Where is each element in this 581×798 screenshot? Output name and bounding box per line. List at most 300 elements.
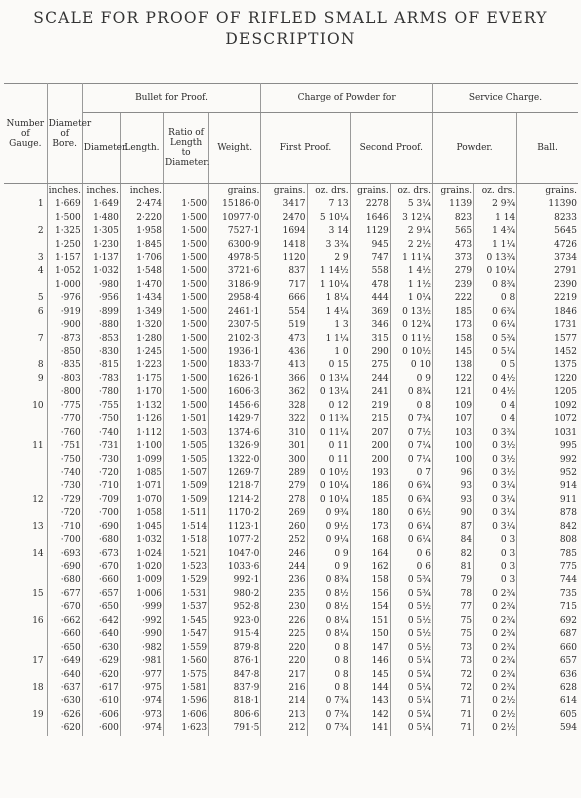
cell-bullet-diameter: ·720 [82, 467, 120, 480]
cell-ball-grains: 1092 [554, 400, 577, 411]
cell-powder-ozdrs: 0 2¾ [474, 588, 517, 601]
cell-first-proof-ozdrs: 0 8½ [307, 601, 350, 614]
cell-first-proof-ozdrs: 7 13 [307, 198, 350, 211]
cell-powder-ozdrs: 0 3 [474, 534, 517, 547]
cell-bullet-length: 1·958 [120, 225, 163, 238]
cell-gauge: 14 [4, 547, 47, 560]
cell-bullet-length: 1·548 [120, 265, 163, 278]
cell-second-proof-ozdrs: 0 12¾ [390, 319, 432, 332]
cell-gauge: 16 [4, 615, 47, 628]
cell-gauge: 10 [4, 400, 47, 413]
cell-bore: 1·157 [47, 252, 82, 265]
cell-bullet-diameter: 1·305 [82, 225, 120, 238]
cell-first-proof-ozdrs: 0 10¼ [307, 480, 350, 493]
table-row [4, 265, 578, 278]
cell-bullet-length: 1·175 [120, 373, 163, 386]
cell-first-proof-ozdrs: 0 9 [307, 561, 350, 574]
cell-bore: ·740 [47, 467, 82, 480]
cell-bore: ·751 [47, 440, 82, 453]
header-charge-group: Charge of Powder for [261, 84, 433, 113]
cell-weight: 923·0 [209, 615, 261, 628]
cell-first-proof-grains: 436 [261, 346, 307, 359]
table-row [4, 722, 578, 735]
cell-ball-grains: 2791 [554, 266, 577, 277]
cell-weight: 1123·1 [209, 521, 261, 534]
cell-first-proof-grains: 717 [261, 279, 307, 292]
header-ball: Ball. [517, 113, 578, 184]
cell-first-proof-grains: 225 [261, 628, 307, 641]
cell-second-proof-ozdrs: 0 13½ [390, 306, 432, 319]
header-powder: Powder. [432, 113, 516, 184]
cell-weight: 10977·0 [209, 211, 261, 224]
cell-ratio: 1·505 [164, 453, 209, 466]
cell-bore: ·693 [47, 547, 82, 560]
cell-powder-grains: 103 [432, 426, 473, 439]
cell-first-proof-ozdrs: 3 3¾ [307, 238, 350, 251]
cell-first-proof-ozdrs: 0 8¾ [307, 574, 350, 587]
cell-powder-ozdrs: 0 4 [474, 413, 517, 426]
cell-bore: ·720 [47, 507, 82, 520]
table-row [4, 628, 578, 641]
cell-ratio: 1·596 [164, 695, 209, 708]
cell-ball-grains: 1205 [554, 387, 577, 398]
table-row [4, 574, 578, 587]
cell-ball-grains: 952 [559, 467, 577, 478]
cell-second-proof-grains: 150 [350, 628, 390, 641]
cell-ball-grains: 808 [559, 535, 577, 546]
cell-ball-grains: 1375 [554, 360, 577, 371]
cell-second-proof-ozdrs: 0 5¼ [390, 695, 432, 708]
cell-ball-grains: 594 [559, 723, 577, 734]
table-row [4, 211, 578, 224]
cell-second-proof-ozdrs: 0 7¼ [390, 453, 432, 466]
cell-ratio: 1·500 [164, 319, 209, 332]
cell-second-proof-ozdrs: 0 5¼ [390, 682, 432, 695]
cell-second-proof-grains: 244 [350, 373, 390, 386]
cell-first-proof-ozdrs: 5 10¼ [307, 211, 350, 224]
cell-gauge: 11 [4, 440, 47, 453]
cell-second-proof-grains: 158 [350, 574, 390, 587]
cell-bullet-length: 1·100 [120, 440, 163, 453]
cell-ratio: 1·500 [164, 306, 209, 319]
cell-second-proof-ozdrs: 0 5½ [390, 615, 432, 628]
cell-powder-ozdrs: 0 3¾ [474, 426, 517, 439]
cell-powder-ozdrs: 2 9¾ [474, 198, 517, 211]
cell-bullet-length: 1·126 [120, 413, 163, 426]
cell-ball-grains: 2219 [554, 293, 577, 304]
unit-cell: inches. [47, 184, 82, 199]
cell-bore: 1·325 [47, 225, 82, 238]
cell-bullet-diameter: ·700 [82, 507, 120, 520]
cell-bullet-length: ·974 [120, 695, 163, 708]
cell-first-proof-grains: 260 [261, 521, 307, 534]
cell-second-proof-grains: 1129 [350, 225, 390, 238]
cell-powder-grains: 473 [432, 238, 473, 251]
cell-ratio: 1·531 [164, 588, 209, 601]
cell-powder-ozdrs: 0 5¼ [474, 346, 517, 359]
cell-gauge [4, 413, 47, 426]
cell-first-proof-grains: 366 [261, 373, 307, 386]
cell-ball-grains: 614 [559, 696, 577, 707]
cell-powder-ozdrs: 0 3½ [474, 467, 517, 480]
cell-weight: 1833·7 [209, 359, 261, 372]
cell-bullet-diameter: ·731 [82, 440, 120, 453]
cell-bore: ·800 [47, 386, 82, 399]
cell-powder-grains: 73 [432, 655, 473, 668]
cell-powder-ozdrs: 0 2½ [474, 722, 517, 735]
cell-bullet-diameter: ·606 [82, 709, 120, 722]
cell-first-proof-ozdrs: 0 8¼ [307, 615, 350, 628]
cell-first-proof-ozdrs: 1 14½ [307, 265, 350, 278]
cell-powder-ozdrs: 0 10¼ [474, 265, 517, 278]
cell-powder-grains: 75 [432, 628, 473, 641]
cell-first-proof-grains: 236 [261, 574, 307, 587]
cell-bore: ·630 [47, 695, 82, 708]
cell-bullet-diameter: ·620 [82, 668, 120, 681]
cell-first-proof-ozdrs: 0 11 [307, 440, 350, 453]
cell-powder-grains: 75 [432, 615, 473, 628]
table-row [4, 641, 578, 654]
cell-ratio: 1·529 [164, 574, 209, 587]
cell-weight: 980·2 [209, 588, 261, 601]
cell-gauge [4, 279, 47, 292]
cell-bore: ·662 [47, 615, 82, 628]
cell-first-proof-ozdrs: 0 8½ [307, 588, 350, 601]
cell-weight: 1322·0 [209, 453, 261, 466]
cell-ball-grains: 11390 [548, 199, 577, 210]
cell-bullet-diameter: ·670 [82, 561, 120, 574]
cell-bullet-length: 1·170 [120, 386, 163, 399]
cell-gauge: 5 [4, 292, 47, 305]
cell-ball-grains: 744 [559, 575, 577, 586]
cell-bore: ·976 [47, 292, 82, 305]
cell-second-proof-ozdrs: 0 6½ [390, 507, 432, 520]
cell-ratio: 1·514 [164, 521, 209, 534]
cell-weight: 2307·5 [209, 319, 261, 332]
cell-second-proof-grains: 193 [350, 467, 390, 480]
cell-bore: ·626 [47, 709, 82, 722]
cell-first-proof-ozdrs: 0 8 [307, 641, 350, 654]
cell-first-proof-ozdrs: 1 0 [307, 346, 350, 359]
title-line-1: SCALE FOR PROOF OF RIFLED SMALL ARMS OF EVERY [33, 9, 548, 27]
cell-ball-grains: 657 [559, 656, 577, 667]
cell-bore: ·680 [47, 574, 82, 587]
cell-first-proof-grains: 2470 [261, 211, 307, 224]
cell-gauge: 9 [4, 373, 47, 386]
cell-ball-grains: 992 [559, 454, 577, 465]
cell-gauge [4, 722, 47, 735]
cell-weight: 3186·9 [209, 279, 261, 292]
cell-bullet-diameter: ·956 [82, 292, 120, 305]
cell-bore: ·750 [47, 453, 82, 466]
cell-bullet-length: 1·706 [120, 252, 163, 265]
cell-gauge [4, 534, 47, 547]
cell-powder-ozdrs: 0 2¾ [474, 601, 517, 614]
table-row [4, 601, 578, 614]
cell-powder-ozdrs: 0 4½ [474, 373, 517, 386]
cell-powder-ozdrs: 0 5¾ [474, 332, 517, 345]
cell-powder-ozdrs: 0 4½ [474, 386, 517, 399]
cell-gauge [4, 453, 47, 466]
cell-first-proof-grains: 519 [261, 319, 307, 332]
cell-powder-ozdrs: 0 3 [474, 547, 517, 560]
cell-ball-grains: 715 [559, 602, 577, 613]
cell-powder-grains: 565 [432, 225, 473, 238]
proof-scale-table [4, 83, 578, 736]
cell-first-proof-grains: 252 [261, 534, 307, 547]
cell-second-proof-grains: 145 [350, 668, 390, 681]
cell-powder-grains: 1139 [432, 198, 473, 211]
cell-bullet-diameter: ·660 [82, 574, 120, 587]
cell-second-proof-grains: 143 [350, 695, 390, 708]
cell-powder-grains: 71 [432, 695, 473, 708]
header-bullet-group: Bullet for Proof. [82, 84, 261, 113]
table-row [4, 494, 578, 507]
table-row [4, 386, 578, 399]
cell-second-proof-grains: 146 [350, 655, 390, 668]
cell-bullet-length: 1·085 [120, 467, 163, 480]
cell-powder-ozdrs: 0 3¼ [474, 507, 517, 520]
unit-cell: inches. [120, 184, 163, 199]
header-bullet-diameter: Diameter. [82, 113, 120, 184]
cell-second-proof-ozdrs: 1 11¼ [390, 252, 432, 265]
table-row [4, 413, 578, 426]
table-row [4, 547, 578, 560]
cell-bore: ·660 [47, 628, 82, 641]
cell-ratio: 1·518 [164, 534, 209, 547]
cell-ratio: 1·509 [164, 480, 209, 493]
header-weight: Weight. [209, 113, 261, 184]
cell-ratio: 1·575 [164, 668, 209, 681]
cell-bullet-diameter: ·710 [82, 480, 120, 493]
cell-first-proof-grains: 1418 [261, 238, 307, 251]
cell-weight: 2461·1 [209, 306, 261, 319]
cell-bullet-length: ·992 [120, 615, 163, 628]
cell-ratio: 1·560 [164, 655, 209, 668]
cell-powder-ozdrs: 0 2½ [474, 695, 517, 708]
table-row [4, 521, 578, 534]
cell-gauge: 2 [4, 225, 47, 238]
cell-weight: 1214·2 [209, 494, 261, 507]
cell-bullet-length: 1·020 [120, 561, 163, 574]
cell-first-proof-ozdrs: 0 10¼ [307, 494, 350, 507]
table-row [4, 319, 578, 332]
cell-powder-grains: 93 [432, 480, 473, 493]
cell-bullet-length: 1·070 [120, 494, 163, 507]
cell-first-proof-ozdrs: 0 7¾ [307, 709, 350, 722]
cell-ratio: 1·500 [164, 252, 209, 265]
cell-bore: ·770 [47, 413, 82, 426]
cell-ratio: 1·547 [164, 628, 209, 641]
cell-bullet-diameter: ·740 [82, 426, 120, 439]
cell-second-proof-ozdrs: 0 5¼ [390, 722, 432, 735]
cell-bullet-diameter: 1·137 [82, 252, 120, 265]
cell-bullet-diameter: ·730 [82, 453, 120, 466]
cell-bullet-length: 1·434 [120, 292, 163, 305]
cell-first-proof-ozdrs: 1 4¼ [307, 306, 350, 319]
cell-bullet-length: 2·220 [120, 211, 163, 224]
cell-second-proof-ozdrs: 0 10 [390, 359, 432, 372]
cell-bullet-length: 1·024 [120, 547, 163, 560]
cell-bullet-length: 1·245 [120, 346, 163, 359]
cell-powder-ozdrs: 0 8¾ [474, 279, 517, 292]
cell-first-proof-grains: 301 [261, 440, 307, 453]
cell-powder-ozdrs: 0 3½ [474, 440, 517, 453]
table-row [4, 561, 578, 574]
cell-powder-ozdrs: 0 2¾ [474, 682, 517, 695]
cell-gauge [4, 386, 47, 399]
cell-gauge [4, 319, 47, 332]
cell-bullet-diameter: ·899 [82, 306, 120, 319]
cell-bullet-diameter: 1·649 [82, 198, 120, 211]
cell-ball-grains: 1220 [554, 373, 577, 384]
cell-second-proof-grains: 444 [350, 292, 390, 305]
cell-powder-grains: 87 [432, 521, 473, 534]
cell-first-proof-ozdrs: 1 8¼ [307, 292, 350, 305]
cell-first-proof-ozdrs: 0 11¾ [307, 413, 350, 426]
cell-gauge [4, 346, 47, 359]
cell-first-proof-grains: 213 [261, 709, 307, 722]
cell-weight: 992·1 [209, 574, 261, 587]
cell-powder-grains: 77 [432, 601, 473, 614]
cell-powder-grains: 121 [432, 386, 473, 399]
cell-second-proof-grains: 558 [350, 265, 390, 278]
cell-bullet-diameter: ·880 [82, 319, 120, 332]
cell-first-proof-grains: 269 [261, 507, 307, 520]
unit-cell [4, 184, 47, 199]
cell-first-proof-ozdrs: 0 9 [307, 547, 350, 560]
cell-gauge [4, 211, 47, 224]
cell-powder-ozdrs: 0 2¾ [474, 628, 517, 641]
cell-gauge: 8 [4, 359, 47, 372]
cell-bullet-diameter: ·783 [82, 373, 120, 386]
cell-first-proof-grains: 310 [261, 426, 307, 439]
cell-second-proof-ozdrs: 0 6¾ [390, 480, 432, 493]
cell-bullet-diameter: ·755 [82, 400, 120, 413]
cell-powder-grains: 82 [432, 547, 473, 560]
cell-gauge [4, 467, 47, 480]
cell-second-proof-ozdrs: 0 6¼ [390, 521, 432, 534]
cell-second-proof-grains: 156 [350, 588, 390, 601]
cell-first-proof-grains: 289 [261, 467, 307, 480]
cell-bore: ·690 [47, 561, 82, 574]
table-row [4, 440, 578, 453]
cell-second-proof-ozdrs: 0 6¼ [390, 534, 432, 547]
cell-gauge: 12 [4, 494, 47, 507]
cell-bullet-diameter: ·853 [82, 332, 120, 345]
cell-ball-grains: 775 [559, 562, 577, 573]
cell-bullet-length: ·975 [120, 682, 163, 695]
cell-powder-ozdrs: 0 6¼ [474, 319, 517, 332]
cell-first-proof-grains: 837 [261, 265, 307, 278]
cell-bullet-length: ·982 [120, 641, 163, 654]
cell-weight: 2958·4 [209, 292, 261, 305]
cell-powder-ozdrs: 0 2½ [474, 709, 517, 722]
cell-second-proof-ozdrs: 2 9¼ [390, 225, 432, 238]
unit-cell: grains. [432, 184, 473, 199]
cell-powder-grains: 93 [432, 494, 473, 507]
cell-powder-grains: 81 [432, 561, 473, 574]
cell-bullet-length: 1·349 [120, 306, 163, 319]
table-row [4, 198, 578, 211]
cell-ratio: 1·559 [164, 641, 209, 654]
cell-powder-ozdrs: 0 2¾ [474, 615, 517, 628]
cell-powder-ozdrs: 0 13¾ [474, 252, 517, 265]
table-row [4, 480, 578, 493]
cell-gauge: 1 [4, 198, 47, 211]
cell-bullet-length: 1·045 [120, 521, 163, 534]
table-row [4, 292, 578, 305]
cell-powder-grains: 90 [432, 507, 473, 520]
cell-powder-ozdrs: 0 4 [474, 400, 517, 413]
cell-powder-grains: 138 [432, 359, 473, 372]
cell-ratio: 1·505 [164, 440, 209, 453]
table-row [4, 225, 578, 238]
cell-first-proof-grains: 362 [261, 386, 307, 399]
header-bullet-length: Length. [120, 113, 163, 184]
cell-gauge [4, 695, 47, 708]
cell-weight: 837·9 [209, 682, 261, 695]
cell-bullet-diameter: ·642 [82, 615, 120, 628]
table-row [4, 346, 578, 359]
cell-powder-ozdrs: 0 6¾ [474, 306, 517, 319]
cell-weight: 3721·6 [209, 265, 261, 278]
table-row [4, 467, 578, 480]
cell-weight: 1047·0 [209, 547, 261, 560]
cell-second-proof-grains: 180 [350, 507, 390, 520]
cell-gauge: 17 [4, 655, 47, 668]
cell-second-proof-ozdrs: 3 12¼ [390, 211, 432, 224]
cell-powder-ozdrs: 0 3¼ [474, 494, 517, 507]
cell-ball-grains: 878 [559, 508, 577, 519]
cell-powder-ozdrs: 0 5 [474, 359, 517, 372]
cell-powder-grains: 100 [432, 440, 473, 453]
cell-bullet-diameter: ·617 [82, 682, 120, 695]
cell-bullet-length: 1·845 [120, 238, 163, 251]
cell-ratio: 1·500 [164, 292, 209, 305]
cell-second-proof-ozdrs: 0 8 [390, 400, 432, 413]
cell-weight: 7527·1 [209, 225, 261, 238]
cell-powder-grains: 71 [432, 709, 473, 722]
cell-second-proof-grains: 173 [350, 521, 390, 534]
cell-ratio: 1·500 [164, 279, 209, 292]
header-first-proof: First Proof. [261, 113, 350, 184]
table-row [4, 306, 578, 319]
cell-second-proof-grains: 1646 [350, 211, 390, 224]
cell-ball-grains: 636 [559, 669, 577, 680]
cell-ratio: 1·500 [164, 400, 209, 413]
cell-bullet-length: 1·223 [120, 359, 163, 372]
cell-weight: 1033·6 [209, 561, 261, 574]
cell-powder-grains: 158 [432, 332, 473, 345]
units-row [4, 184, 578, 199]
cell-bullet-length: 1·032 [120, 534, 163, 547]
cell-ball-grains: 842 [559, 521, 577, 532]
cell-second-proof-ozdrs: 0 5½ [390, 628, 432, 641]
cell-second-proof-ozdrs: 0 7½ [390, 426, 432, 439]
cell-ratio: 1·511 [164, 507, 209, 520]
cell-second-proof-ozdrs: 0 5½ [390, 641, 432, 654]
cell-weight: 1326·9 [209, 440, 261, 453]
cell-second-proof-grains: 168 [350, 534, 390, 547]
cell-powder-grains: 107 [432, 413, 473, 426]
cell-ratio: 1·503 [164, 426, 209, 439]
cell-second-proof-grains: 154 [350, 601, 390, 614]
cell-second-proof-ozdrs: 1 1½ [390, 279, 432, 292]
cell-weight: 1077·2 [209, 534, 261, 547]
cell-first-proof-grains: 220 [261, 641, 307, 654]
cell-ratio: 1·521 [164, 547, 209, 560]
